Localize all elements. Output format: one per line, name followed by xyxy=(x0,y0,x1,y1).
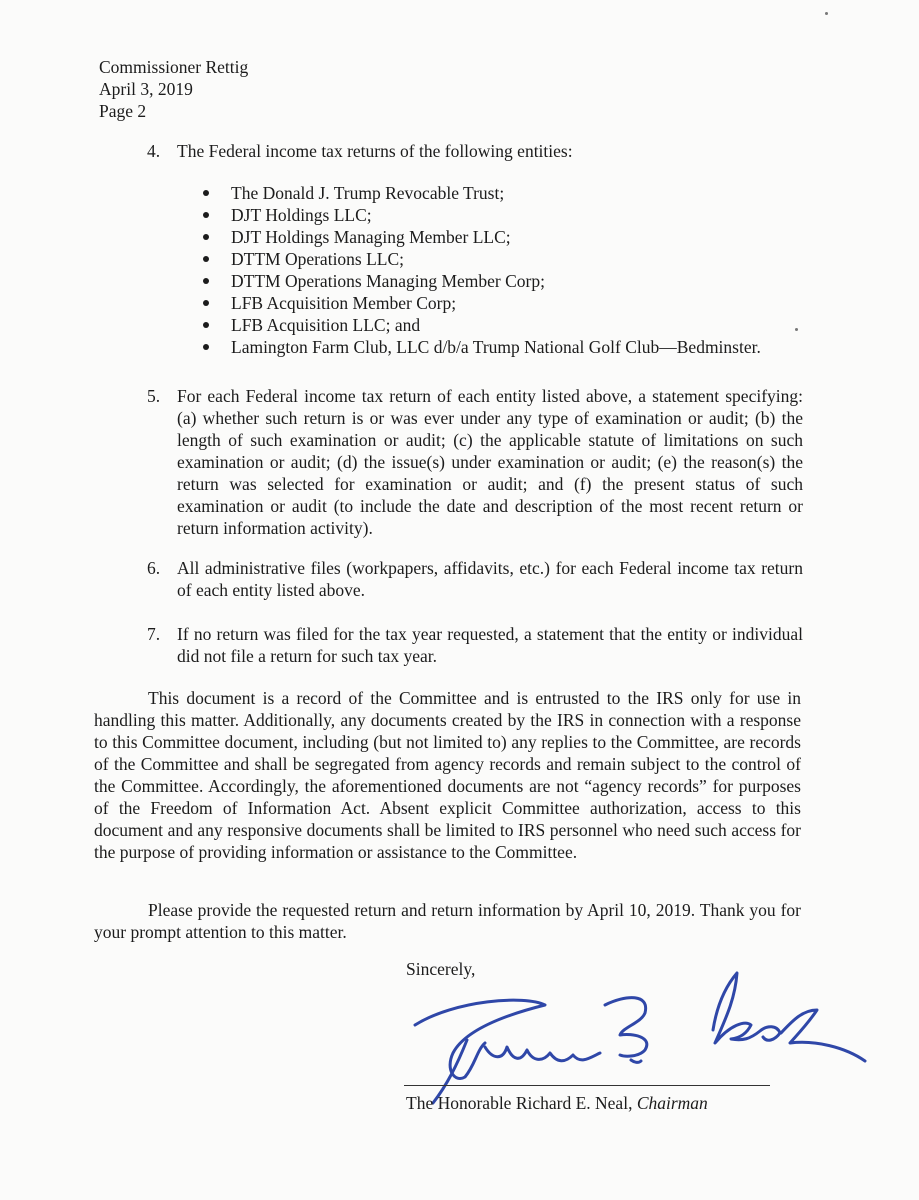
date-line: April 3, 2019 xyxy=(99,79,193,99)
signatory-title: Chairman xyxy=(636,1093,708,1113)
item-number: 4. xyxy=(147,141,161,161)
signature-line xyxy=(404,1085,770,1086)
item-number: 7. xyxy=(147,624,161,644)
entity-list-item: DTTM Operations Managing Member Corp; xyxy=(203,270,761,292)
entity-list-item: DJT Holdings LLC; xyxy=(203,204,761,226)
bullet-icon xyxy=(203,300,209,306)
scan-speck xyxy=(825,12,828,15)
signatory-name: The Honorable Richard E. Neal, Chairman xyxy=(406,1093,708,1113)
deadline-paragraph: Please provide the requested return and return information by April 10, 2019. Thank you for your prompt attention to this matter. xyxy=(94,900,801,942)
request-item-6 xyxy=(147,557,803,601)
entity-list-item: The Donald J. Trump Revocable Trust; xyxy=(203,182,761,204)
item-text: All administrative files (workpapers, affidavits, etc.) for each Federal income tax return of each entity listed above. xyxy=(177,558,803,600)
item-number: 5. xyxy=(147,386,161,406)
page-number-line: Page 2 xyxy=(99,101,147,121)
entity-list xyxy=(203,182,761,358)
bullet-icon xyxy=(203,278,209,284)
closing-salutation: Sincerely, xyxy=(406,959,476,979)
entity-list-item: DJT Holdings Managing Member LLC; xyxy=(203,226,761,248)
bullet-icon xyxy=(203,344,209,350)
bullet-icon xyxy=(203,190,209,196)
recipient-line: Commissioner Rettig xyxy=(99,57,249,77)
entity-list-item: LFB Acquisition Member Corp; xyxy=(203,292,761,314)
records-paragraph: This document is a record of the Committee and is entrusted to the IRS only for use in handling this matter. Additionally, any documents created by the IRS in connection with a response to this Committee document, including (but not limited to) any replies to the Committee, are records of the Committee and shall be segregated from agency records and remain subject to the control of the Committee. Accordingly, the aforementioned documents are not “agency records” for purposes of the Freedom of Information Act. Absent explicit Committee authorization, access to this document and any responsive documents shall be limited to IRS personnel who need such access for the purpose of providing information or assistance to the Committee. xyxy=(94,688,801,862)
request-item-7 xyxy=(147,623,803,667)
item-text: For each Federal income tax return of each entity listed above, a statement specifying: (a) whether such return is or was ever under any type of examination or audit; (b) the length of such examination or audit; (c) the applicable statute of limitations on such examination or audit; (d) the issue(s) under examination or audit; (e) the reason(s) the return was selected for examination or audit; and (f) the present status of such examination or audit (to include the date and description of the most recent return or return information activity). xyxy=(177,386,803,538)
item-number: 6. xyxy=(147,558,161,578)
bullet-icon xyxy=(203,212,209,218)
item-text: If no return was filed for the tax year requested, a statement that the entity or individual did not file a return for such tax year. xyxy=(177,624,803,666)
entity-list-item: Lamington Farm Club, LLC d/b/a Trump National Golf Club—Bedminster. xyxy=(203,336,761,358)
entity-list-item: DTTM Operations LLC; xyxy=(203,248,761,270)
scan-speck xyxy=(795,328,798,331)
letter-header xyxy=(99,56,248,122)
request-item-4 xyxy=(147,140,803,162)
bullet-icon xyxy=(203,234,209,240)
entity-list-item: LFB Acquisition LLC; and xyxy=(203,314,761,336)
bullet-icon xyxy=(203,322,209,328)
item-text: The Federal income tax returns of the following entities: xyxy=(177,141,573,161)
bullet-icon xyxy=(203,256,209,262)
handwritten-signature xyxy=(395,965,875,1105)
request-item-5 xyxy=(147,385,803,539)
